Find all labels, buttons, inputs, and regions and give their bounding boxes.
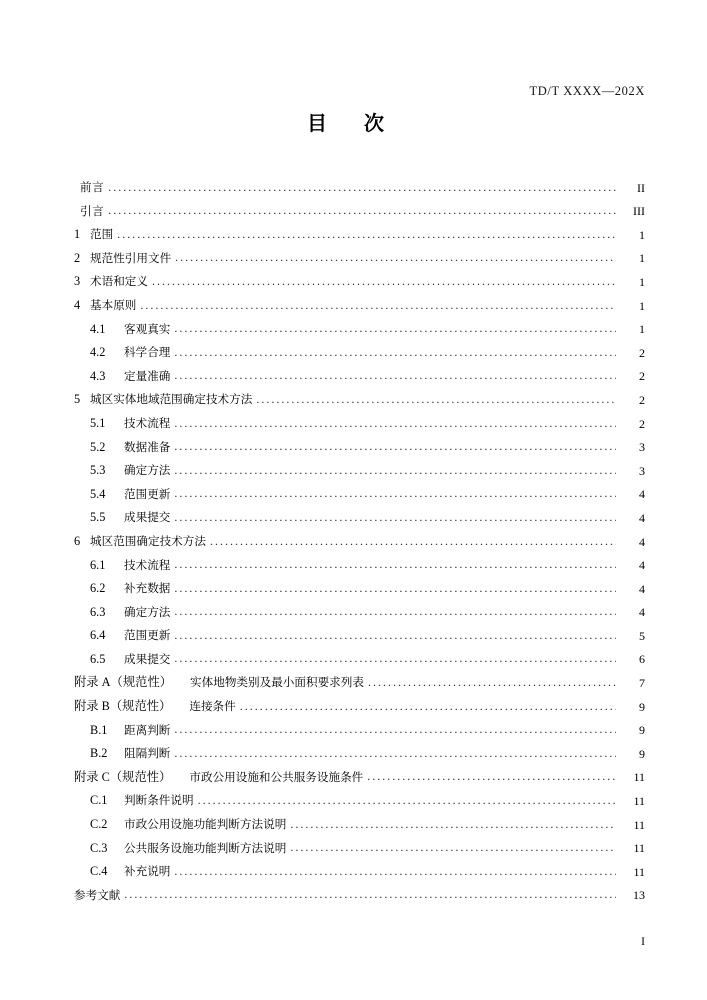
toc-entry-page: 11 (633, 817, 645, 832)
toc-leader-dots (152, 276, 616, 288)
toc-entry-number: 5.4 (90, 486, 106, 501)
toc-entry-label (62, 252, 171, 265)
toc-leader-dots (174, 559, 616, 571)
toc-entry-label (62, 346, 170, 359)
toc-entry-number: C.3 (90, 840, 108, 855)
toc-entry[interactable] (62, 170, 645, 194)
toc-entry-number: 5.5 (90, 510, 106, 525)
toc-entry[interactable] (62, 642, 645, 666)
toc-entry-label (62, 464, 170, 477)
toc-entry-page: 4 (639, 534, 645, 549)
toc-leader-dots (117, 229, 616, 241)
toc-entry-page: 4 (639, 581, 645, 596)
toc-entry[interactable] (62, 548, 645, 572)
toc-leader-dots (290, 842, 616, 854)
toc-entry[interactable] (62, 264, 645, 288)
toc-entry-text: 规范性引用文件 (90, 250, 172, 265)
toc-entry-number: 6.5 (90, 651, 106, 666)
toc-entry-number: B.1 (90, 722, 108, 737)
toc-entry-text: 成果提交 (124, 651, 171, 666)
toc-entry[interactable] (62, 665, 645, 689)
toc-leader-dots (124, 889, 616, 901)
toc-leader-dots (174, 370, 616, 382)
toc-entry-text: 范围 (90, 227, 114, 242)
toc-entry-label (62, 794, 194, 807)
toc-entry-number: 4.3 (90, 368, 106, 383)
toc-entry-label (62, 299, 136, 312)
toc-leader-dots (174, 866, 616, 878)
toc-leader-dots (174, 323, 616, 335)
toc-entry[interactable] (62, 854, 645, 878)
toc-entry-label (62, 676, 364, 689)
toc-entry-text: 确定方法 (124, 463, 171, 478)
toc-leader-dots (174, 418, 616, 430)
toc-entry-text: 范围更新 (124, 486, 171, 501)
toc-entry-number: 附录 C（规范性） (74, 769, 172, 784)
toc-leader-dots (174, 653, 616, 665)
toc-entry-label (62, 582, 170, 595)
toc-leader-dots (174, 347, 616, 359)
toc-entry-text: 市政公用设施功能判断方法说明 (124, 817, 287, 832)
toc-entry[interactable] (62, 477, 645, 501)
toc-leader-dots (174, 512, 616, 524)
toc-entry-number: 4.2 (90, 345, 106, 360)
toc-entry-page: 2 (639, 345, 645, 360)
toc-entry-label (62, 275, 148, 288)
toc-entry-text: 科学合理 (124, 345, 171, 360)
toc-entry-page: 1 (639, 227, 645, 242)
toc-entry-number: 附录 B（规范性） (74, 699, 172, 714)
toc-entry-page: 6 (639, 652, 645, 667)
toc-leader-dots (108, 182, 616, 194)
toc-entry-page: 4 (639, 487, 645, 502)
toc-leader-dots (174, 583, 616, 595)
toc-entry-text: 市政公用设施和公共服务设施条件 (189, 769, 364, 784)
toc-entry-label (62, 653, 170, 666)
toc-entry-page: 2 (639, 392, 645, 407)
toc-leader-dots (140, 300, 616, 312)
toc-entry-page: II (637, 180, 645, 195)
toc-entry-text: 技术流程 (124, 415, 171, 430)
toc-entry-label (62, 488, 170, 501)
toc-entry-number: 2 (74, 250, 81, 265)
toc-leader-dots (174, 606, 616, 618)
toc-entry-label (62, 511, 170, 524)
toc-entry-label (62, 700, 236, 713)
toc-entry[interactable] (62, 453, 645, 477)
toc-leader-dots (174, 488, 616, 500)
toc-entry-text: 引言 (80, 203, 105, 218)
toc-entry-label (62, 865, 170, 878)
toc-entry[interactable] (62, 524, 645, 548)
toc-entry[interactable] (62, 312, 645, 336)
toc-entry-text: 术语和定义 (90, 274, 148, 289)
toc-leader-dots (368, 677, 616, 689)
toc-entry-number: 6.2 (90, 581, 106, 596)
toc-leader-dots (174, 441, 616, 453)
toc-entry-number: B.2 (90, 746, 108, 761)
toc-entry-page: 3 (639, 463, 645, 478)
toc-entry[interactable] (62, 807, 645, 831)
toc-entry-number: 6.1 (90, 557, 106, 572)
toc-entry-page: 11 (633, 864, 645, 879)
toc-entry-page: 11 (633, 770, 645, 785)
toc-leader-dots (174, 465, 616, 477)
toc-entry-number: 3 (74, 274, 81, 289)
toc-entry-label (62, 535, 206, 548)
toc-entry-number: 6.4 (90, 628, 106, 643)
toc-entry-page: 1 (639, 298, 645, 313)
toc-entry-text: 定量准确 (124, 368, 171, 383)
toc-entry-page: 9 (639, 699, 645, 714)
toc-entry[interactable] (62, 359, 645, 383)
toc-entry-page: 11 (633, 841, 645, 856)
toc-entry-number: 1 (74, 227, 81, 242)
toc-entry-text: 城区实体地域范围确定技术方法 (90, 392, 253, 407)
toc-entry-page: 3 (639, 440, 645, 455)
toc-entry-text: 实体地物类别及最小面积要求列表 (190, 675, 364, 690)
toc-entry-label (62, 203, 105, 218)
toc-entry-label (62, 182, 104, 194)
toc-leader-dots (174, 748, 616, 760)
toc-leader-dots (175, 252, 616, 264)
toc-entry-page: 1 (639, 274, 645, 289)
toc-entry-number: C.4 (90, 864, 108, 879)
toc-entry-label (62, 559, 170, 572)
toc-entry-text: 公共服务设施功能判断方法说明 (124, 840, 287, 855)
toc-entry[interactable] (62, 878, 645, 902)
toc-entry-number: 5.2 (90, 439, 106, 454)
toc-leader-dots (174, 630, 616, 642)
toc-entry-text: 确定方法 (124, 604, 171, 619)
toc-entry-label (62, 818, 286, 831)
toc-entry-number: 附录 A（规范性） (74, 675, 173, 690)
toc-entry-page: 9 (639, 723, 645, 738)
toc-entry-label (62, 323, 170, 336)
toc-entry[interactable] (62, 783, 645, 807)
toc-entry[interactable] (62, 217, 645, 241)
toc-entry-number: C.2 (90, 817, 108, 832)
toc-entry-page: 4 (639, 605, 645, 620)
toc-entry-label (62, 842, 286, 855)
toc-entry-page: 9 (639, 746, 645, 761)
footer-page-number: I (641, 936, 645, 948)
toc-leader-dots (210, 536, 616, 548)
toc-entry-page: 1 (639, 322, 645, 337)
toc-entry-text: 基本原则 (90, 297, 137, 312)
toc-entry-text: 客观真实 (124, 321, 171, 336)
toc-entry[interactable] (62, 430, 645, 454)
toc-entry[interactable] (62, 335, 645, 359)
toc-entry-text: 数据准备 (124, 439, 171, 454)
toc-leader-dots (108, 205, 616, 217)
toc-entry-page: 4 (639, 558, 645, 573)
toc-entry-label (62, 747, 170, 760)
toc-entry-page: 11 (633, 794, 645, 809)
toc-entry-label (62, 887, 121, 902)
toc-entry-label (62, 393, 252, 406)
toc-entry-page: 13 (633, 888, 645, 903)
page-title: 目 次 (307, 113, 400, 135)
toc-entry[interactable] (62, 194, 645, 218)
toc-entry-page: 4 (639, 510, 645, 525)
toc-leader-dots (198, 795, 616, 807)
toc-entry-page: III (633, 204, 645, 219)
toc-entry[interactable] (62, 571, 645, 595)
toc-leader-dots (240, 701, 616, 713)
toc-entry-label (62, 771, 363, 784)
toc-entry-page: 7 (639, 676, 645, 691)
standard-number-header: TD/T XXXX—202X (529, 84, 645, 98)
toc-entry[interactable] (62, 713, 645, 737)
toc-entry-text: 补充数据 (124, 581, 171, 596)
toc-entry[interactable] (62, 831, 645, 855)
toc-entry-text: 前言 (80, 180, 105, 194)
toc-entry-text: 成果提交 (124, 510, 171, 525)
toc-entry[interactable] (62, 288, 645, 312)
toc-entry-number: 5.1 (90, 415, 106, 430)
toc-entry-page: 2 (639, 416, 645, 431)
toc-entry-label (62, 441, 170, 454)
toc-leader-dots (256, 394, 616, 406)
toc-entry[interactable] (62, 382, 645, 406)
toc-entry[interactable] (62, 406, 645, 430)
toc-entry[interactable] (62, 500, 645, 524)
toc-entry-label (62, 417, 170, 430)
toc-entry-label (62, 606, 170, 619)
table-of-contents (62, 170, 645, 901)
toc-entry[interactable] (62, 595, 645, 619)
toc-leader-dots (290, 819, 616, 831)
toc-entry-text: 阻隔判断 (124, 746, 171, 761)
toc-entry-number: 5 (74, 392, 81, 407)
toc-entry-text: 连接条件 (189, 699, 236, 714)
toc-entry-number: 6.3 (90, 604, 106, 619)
toc-entry-text: 补充说明 (124, 864, 171, 879)
toc-entry-text: 范围更新 (124, 628, 171, 643)
toc-entry-number: 6 (74, 533, 81, 548)
toc-entry-label (62, 228, 113, 241)
toc-entry-label (62, 629, 170, 642)
toc-entry-number: C.1 (90, 793, 108, 808)
toc-entry[interactable] (62, 736, 645, 760)
toc-entry[interactable] (62, 760, 645, 784)
toc-entry-label (62, 370, 170, 383)
toc-entry[interactable] (62, 618, 645, 642)
toc-entry-label (62, 724, 170, 737)
toc-entry-text: 距离判断 (124, 722, 171, 737)
toc-entry-number: 5.3 (90, 463, 106, 478)
toc-entry-text: 城区范围确定技术方法 (90, 533, 206, 548)
toc-entry-text: 技术流程 (124, 557, 171, 572)
toc-entry[interactable] (62, 241, 645, 265)
toc-entry-number: 4 (74, 297, 81, 312)
toc-entry-page: 2 (639, 369, 645, 384)
toc-entry-text: 判断条件说明 (124, 793, 194, 808)
toc-entry-page: 5 (639, 628, 645, 643)
toc-entry[interactable] (62, 689, 645, 713)
toc-entry-text: 参考文献 (74, 887, 121, 902)
toc-leader-dots (174, 724, 616, 736)
toc-entry-number: 4.1 (90, 321, 106, 336)
toc-leader-dots (367, 771, 616, 783)
toc-entry-page: 1 (639, 251, 645, 266)
